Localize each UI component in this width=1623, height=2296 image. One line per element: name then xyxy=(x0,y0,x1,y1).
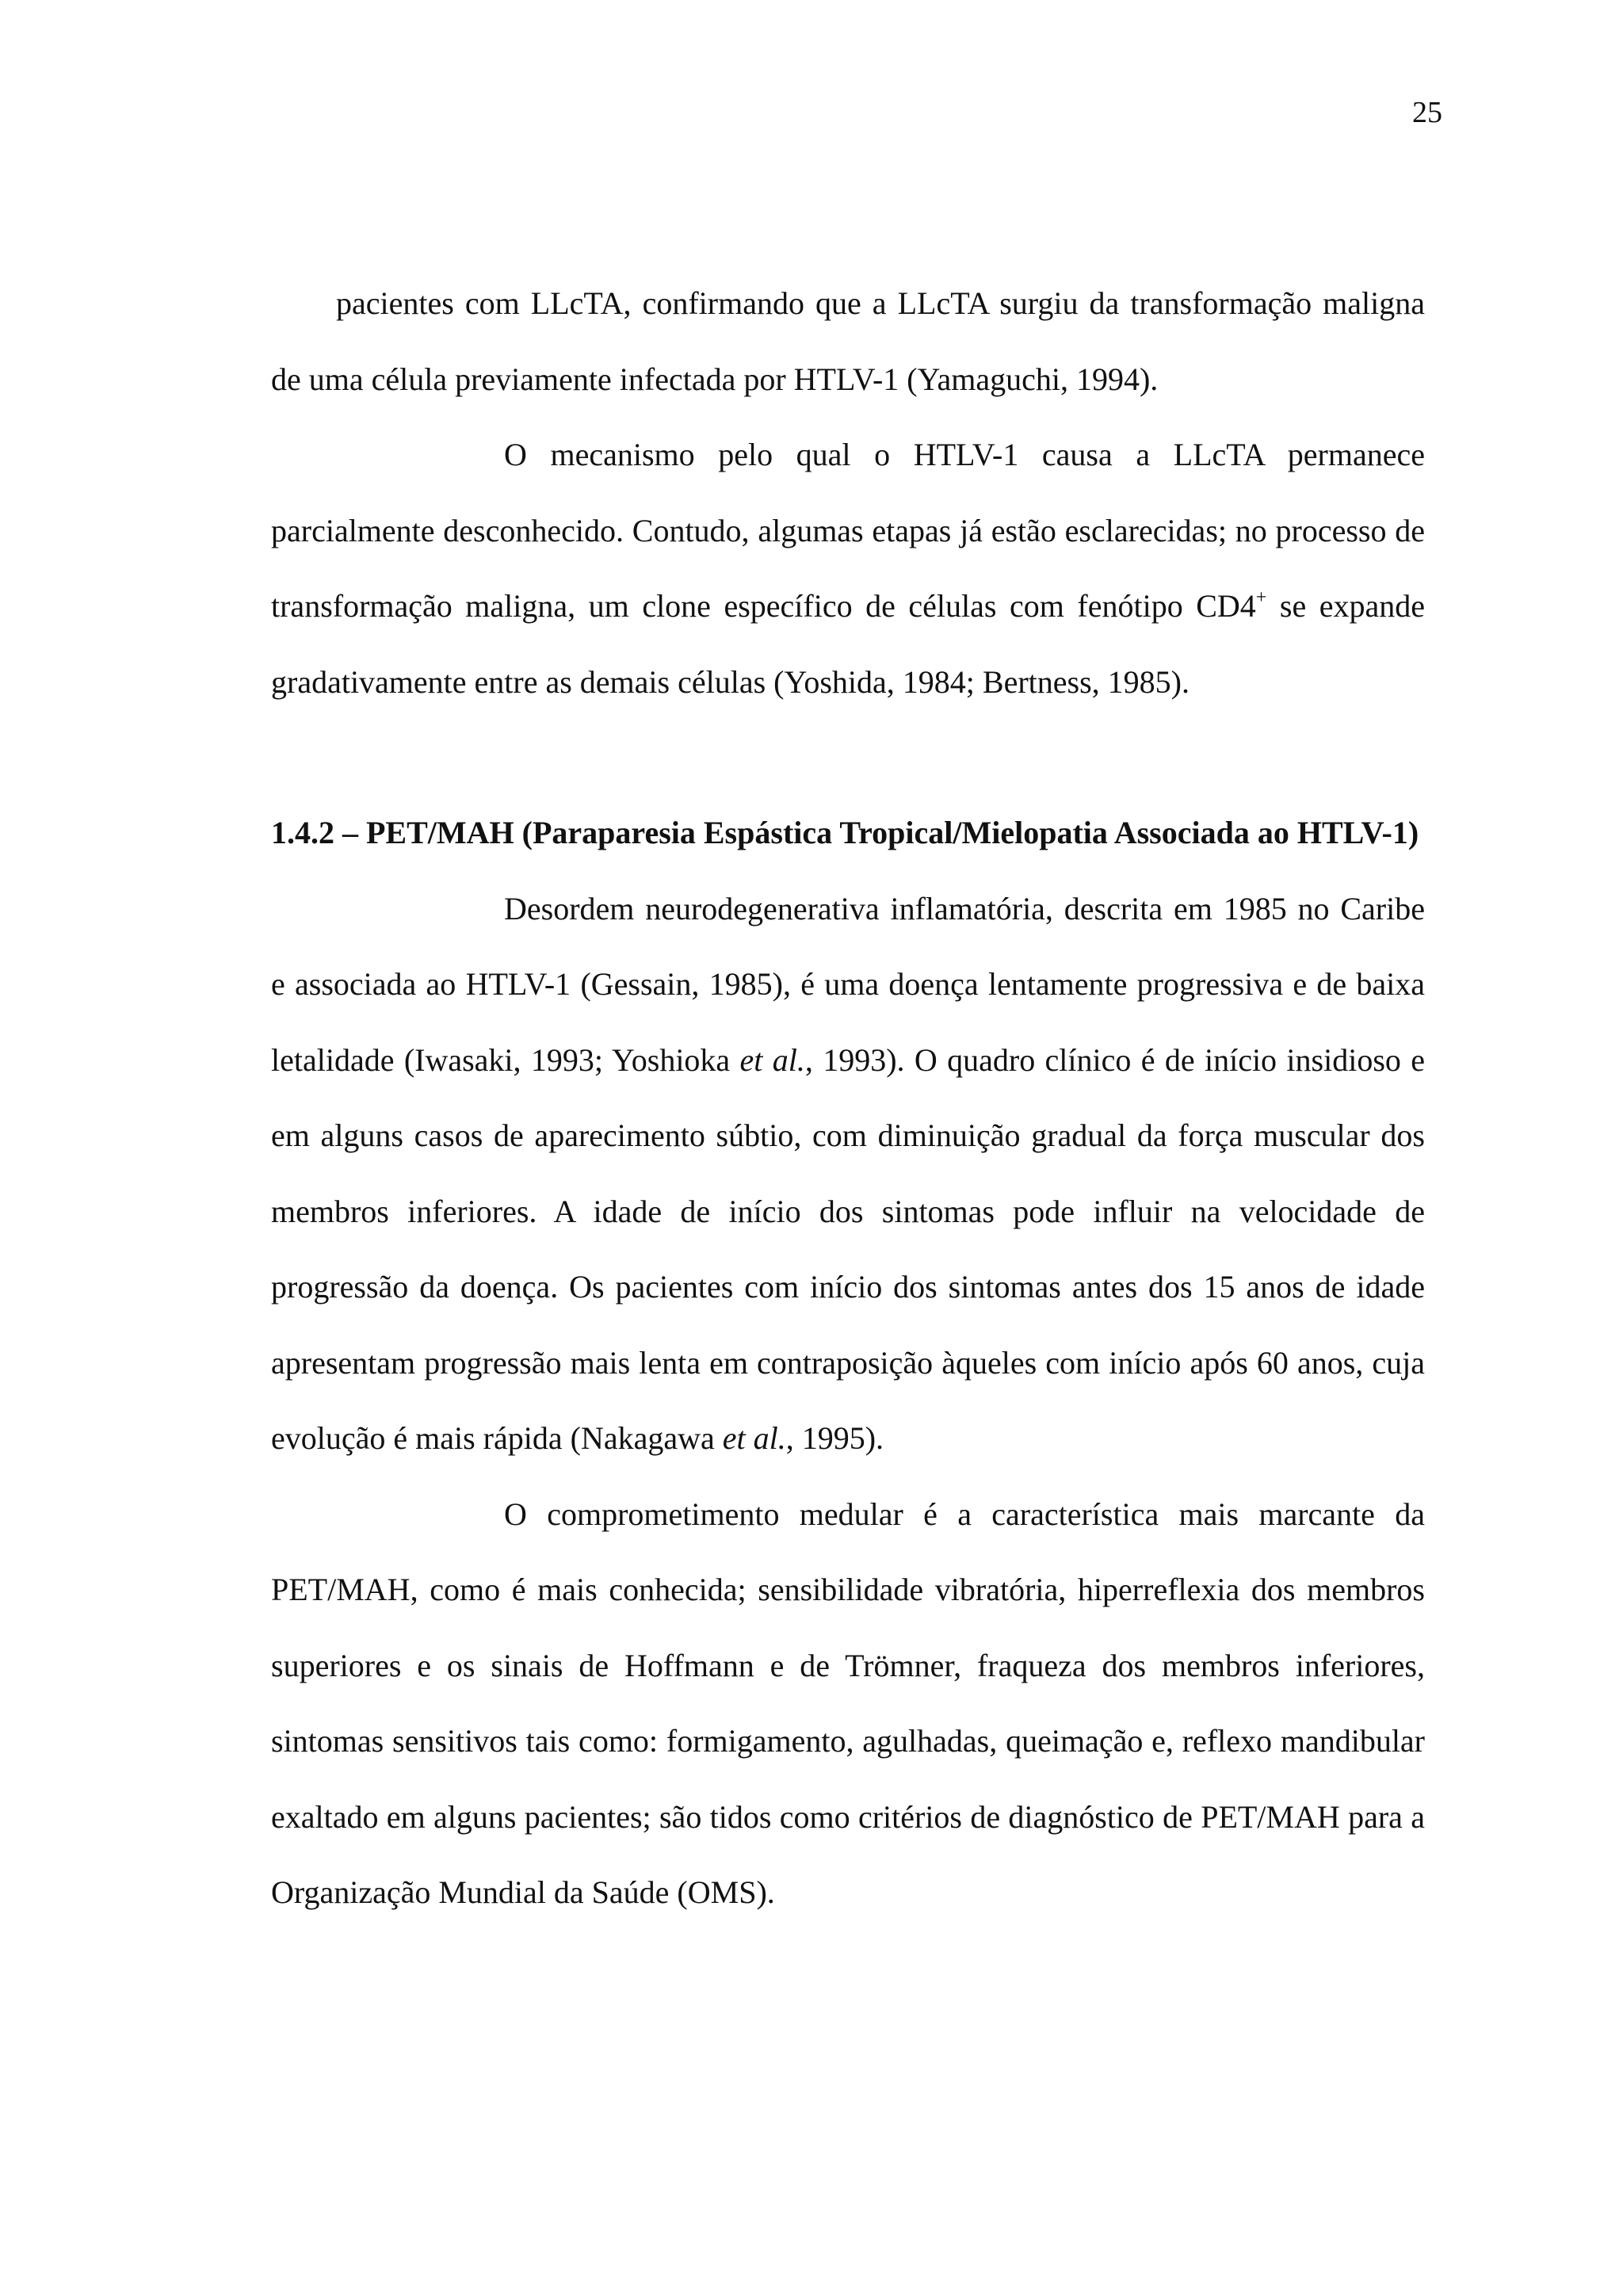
paragraph-3 xyxy=(271,871,1425,1477)
section-heading: 1.4.2 – PET/MAH (Paraparesia Espástica Tropical/Mielopatia Associada ao HTLV-1) xyxy=(271,815,1419,850)
paragraph-3-text: Desordem neurodegenerativa inflamatória, descrita em 1985 no Caribe e associada ao HTLV-1 (Gessain, 1985), é uma doença lentamente progressiva e de baixa letalidade (Iwasaki, 1993; Yoshioka xyxy=(271,890,1425,1078)
paragraph-2-text-end: se expande gradativamente entre as demais células (Yoshida, 1984; Bertness, 1985). xyxy=(271,588,1425,700)
paragraph-2 xyxy=(271,417,1425,720)
paragraph-1-text: pacientes com LLcTA, confirmando que a LLcTA surgiu da transformação maligna de uma célula previamente infectada por HTLV-1 (Yamaguchi, 1994). xyxy=(271,285,1425,397)
paragraph-2-text: O mecanismo pelo qual o HTLV-1 causa a LLcTA permanece parcialmente desconhecido. Contudo, algumas etapas já estão esclarecidas; no processo de transformação maligna, um clone específico de células com fenótipo CD4 xyxy=(271,437,1425,624)
page-body xyxy=(271,266,1425,1931)
paragraph-1 xyxy=(271,266,1425,417)
paragraph-4-text: O comprometimento medular é a característica mais marcante da PET/MAH, como é mais conhecida; sensibilidade vibratória, hiperreflexia dos membros superiores e os sinais de Hoffmann e de Trömner, fraqueza dos membros inferiores, sintomas sensitivos tais como: formigamento, agulhadas, queimação e, reflexo mandibular exaltado em alguns pacientes; são tidos como critérios de diagnóstico de PET/MAH para a Organização Mundial da Saúde (OMS). xyxy=(271,1496,1425,1910)
superscript-plus: + xyxy=(1255,587,1267,608)
paragraph-4 xyxy=(271,1477,1425,1931)
paragraph-3-text-end: , 1995). xyxy=(785,1420,884,1456)
paragraph-3-text-middle: , 1993). O quadro clínico é de início insidioso e em alguns casos de aparecimento súbtio, com diminuição gradual da força muscular dos membros inferiores. A idade de início dos sintomas pode influir na velocidade de progressão da doença. Os pacientes com início dos sintomas antes dos 15 anos de idade apresentam progressão mais lenta em contraposição àqueles com início após 60 anos, cuja evolução é mais rápida (Nakagawa xyxy=(271,1041,1425,1456)
citation-et-al-1: et al. xyxy=(739,1041,805,1078)
citation-et-al-2: et al. xyxy=(722,1420,786,1456)
page-number: 25 xyxy=(1412,96,1442,129)
